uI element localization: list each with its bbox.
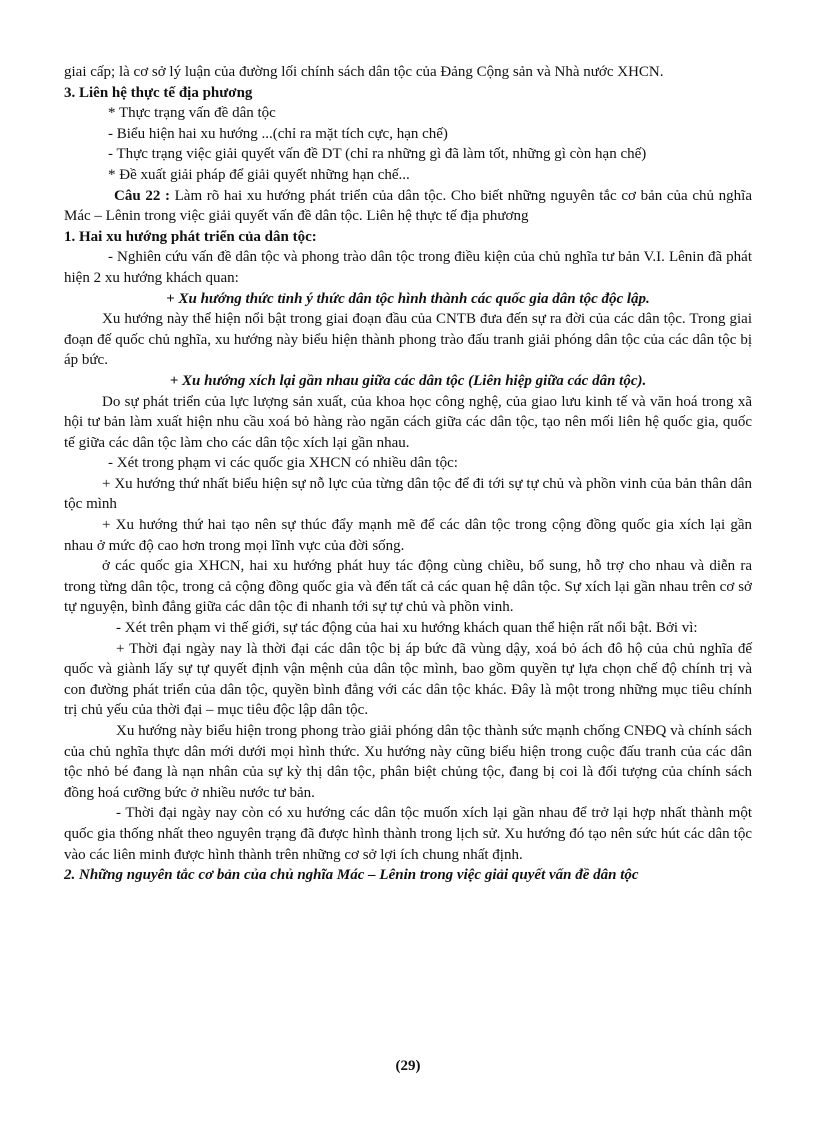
section-heading-2: 2. Những nguyên tắc cơ bản của chủ nghĩa Mác – Lênin trong việc giải quyết vấn đề dân tộc	[64, 867, 639, 884]
paragraph: Xu hướng này biểu hiện trong phong trào giải phóng dân tộc thành sức mạnh chống CNĐQ và chính sách của chủ nghĩa thực dân mới dưới mọi hình thức. Xu hướng này cũng biểu hiện trong cuộc đấu tranh của các dân tộc nhỏ bé đang là nạn nhân của sự kỳ thị dân tộc, phân biệt chủng tộc, đang bị coi là đối tượng của chính sách đồng hoá cưỡng bức ở nhiều nước tư bản.	[64, 723, 752, 801]
paragraph: Xu hướng này thể hiện nổi bật trong giai đoạn đầu của CNTB đưa đến sự ra đời của các dân tộc. Trong giai đoạn đế quốc chủ nghĩa, xu hướng này biểu hiện thành phong trào đấu tranh giải phóng dân tộc của các dân tộc bị áp bức.	[64, 311, 752, 369]
bullet-item: * Đề xuất giải pháp để giải quyết những hạn chế...	[108, 166, 410, 183]
paragraph: - Thời đại ngày nay còn có xu hướng các dân tộc muốn xích lại gần nhau để trở lại hợp nhất thành một quốc gia thống nhất theo nguyên trạng đã được hình thành trong lịch sử. Xu hướng đó tạo nên sức hút các dân tộc vào các liên minh được hình thành trên những cơ sở lợi ích chung nhất định.	[64, 805, 752, 863]
paragraph: Do sự phát triển của lực lượng sản xuất, của khoa học công nghệ, của giao lưu kinh tế và văn hoá trong xã hội tư bản làm xuất hiện nhu cầu xoá bỏ hàng rào ngăn cách giữa các dân tộc, tạo nên mối liên hệ quốc gia, quốc tế giữa các dân tộc làm cho các dân tộc xích lại gần nhau.	[64, 393, 752, 451]
trend-title-2: + Xu hướng xích lại gần nhau giữa các dân tộc (Liên hiệp giữa các dân tộc).	[169, 372, 647, 389]
section-heading-1: 1. Hai xu hướng phát triển của dân tộc:	[64, 228, 317, 245]
question-paragraph	[64, 186, 752, 227]
question-label: Câu 22 :	[114, 187, 170, 204]
paragraph: + Xu hướng thứ hai tạo nên sự thúc đẩy mạnh mẽ để các dân tộc trong cộng đồng quốc gia xích lại gần nhau ở mức độ cao hơn trong mọi lĩnh vực của đời sống.	[64, 517, 752, 554]
paragraph: - Xét trên phạm vi thế giới, sự tác động của hai xu hướng khách quan thể hiện rất nổi bật. Bởi vì:	[116, 620, 698, 637]
paragraph: + Thời đại ngày nay là thời đại các dân tộc bị áp bức đã vùng dậy, xoá bỏ ách đô hộ của chủ nghĩa đế quốc và giành lấy sự tự quyết định vận mệnh của dân tộc mình, bao gồm quyền tự lựa chọn chế độ chính trị và con đường phát triển của dân tộc, quyền bình đẳng với các dân tộc khác. Đây là một trong những mục tiêu chính trị chủ yếu của thời đại – mục tiêu độc lập dân tộc.	[64, 640, 752, 719]
bullet-item: - Biểu hiện hai xu hướng ...(chỉ ra mặt tích cực, hạn chế)	[108, 125, 448, 142]
bullet-item: - Thực trạng việc giải quyết vấn đề DT (chỉ ra những gì đã làm tốt, những gì còn hạn chế)	[108, 146, 647, 163]
paragraph: ở các quốc gia XHCN, hai xu hướng phát huy tác động cùng chiều, bổ sung, hỗ trợ cho nhau và diễn ra trong từng dân tộc, trong cả cộng đồng quốc gia và đến tất cả các quan hệ dân tộc. Sự xích lại gần nhau trên cơ sở tự nguyện, bình đẳng giữa các dân tộc đi nhanh tới sự tự chủ và phồn vinh.	[64, 558, 752, 616]
question-text: Làm rõ hai xu hướng phát triển của dân tộc. Cho biết những nguyên tắc cơ bản của chủ nghĩa Mác – Lênin trong việc giải quyết vấn đề dân tộc. Liên hệ thực tế địa phương	[64, 187, 752, 225]
paragraph: - Nghiên cứu vấn đề dân tộc và phong trào dân tộc trong điều kiện của chủ nghĩa tư bản V.I. Lênin đã phát hiện 2 xu hướng khách quan:	[64, 249, 752, 286]
trend-title-1: + Xu hướng thức tỉnh ý thức dân tộc hình thành các quốc gia dân tộc độc lập.	[166, 290, 650, 307]
page-number: (29)	[395, 1058, 421, 1074]
bullet-item: * Thực trạng vấn đề dân tộc	[108, 105, 276, 122]
paragraph: + Xu hướng thứ nhất biểu hiện sự nỗ lực của từng dân tộc để đi tới sự tự chủ và phồn vinh của bản thân dân tộc mình	[64, 475, 752, 513]
paragraph: giai cấp; là cơ sở lý luận của đường lối chính sách dân tộc của Đảng Cộng sản và Nhà nước XHCN.	[64, 64, 664, 80]
paragraph: - Xét trong phạm vi các quốc gia XHCN có nhiều dân tộc:	[108, 455, 458, 472]
document-page	[64, 62, 752, 886]
section-heading-3: 3. Liên hệ thực tế địa phương	[64, 84, 253, 101]
